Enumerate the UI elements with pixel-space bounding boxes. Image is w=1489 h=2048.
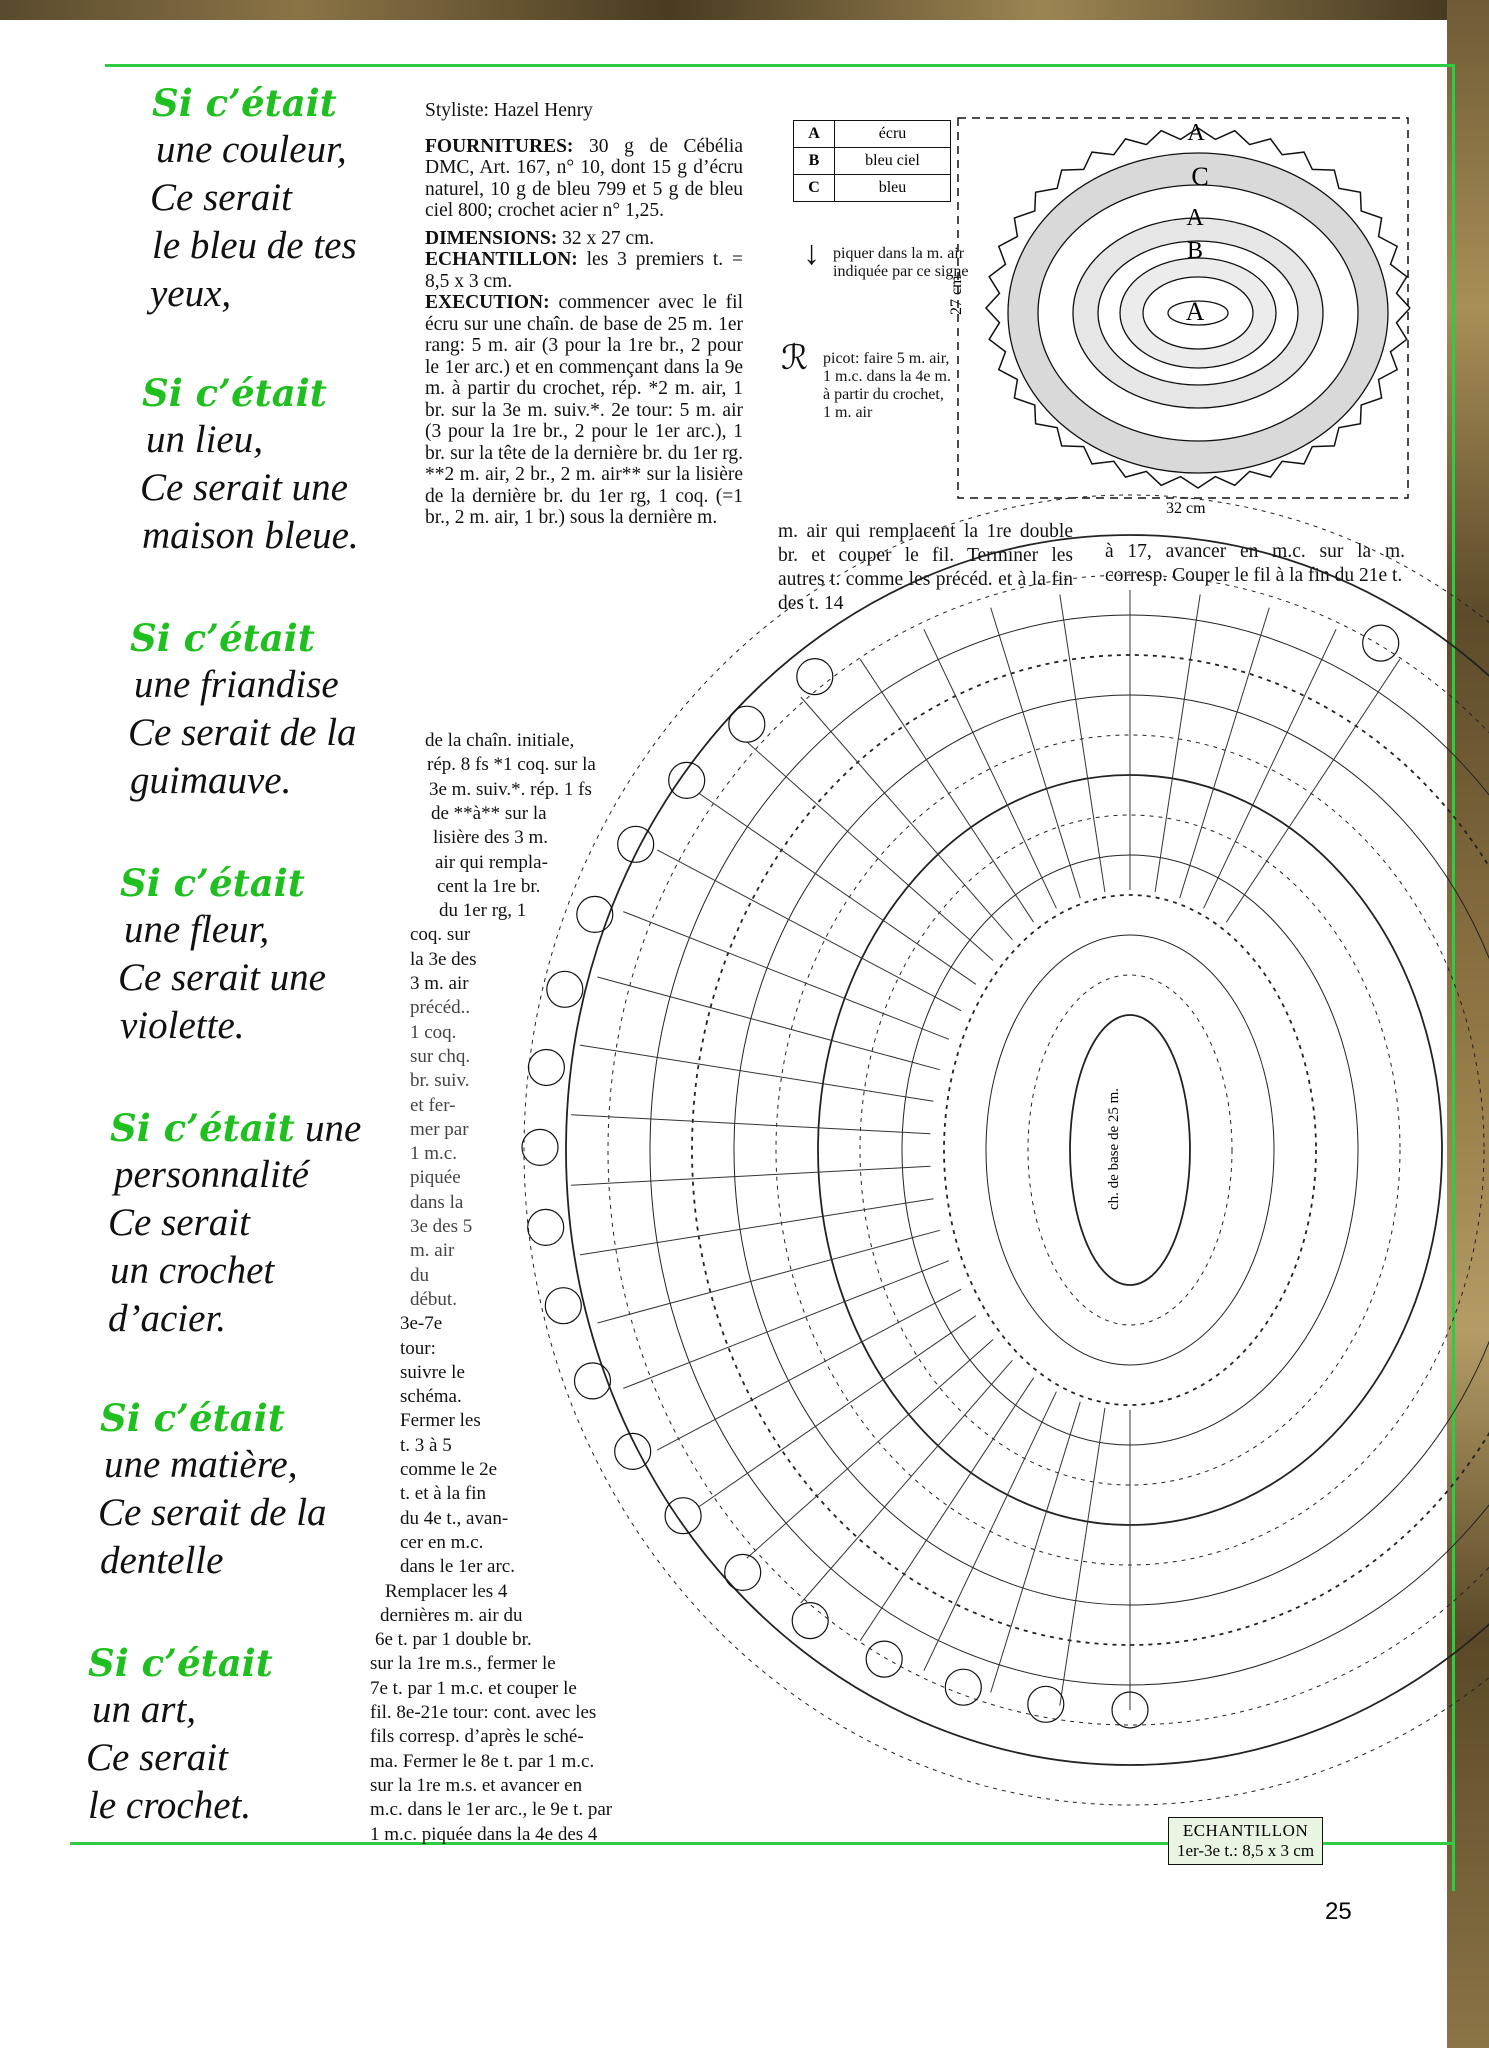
instruction-line: lisière des 3 m. — [433, 827, 549, 849]
instruction-line: m.c. dans le 1er arc., le 9e t. par — [370, 1799, 613, 1821]
instruction-line: suivre le — [400, 1361, 465, 1383]
instruction-line: Fermer les — [400, 1410, 481, 1432]
instruction-line: fils corresp. d’après le sché- — [370, 1726, 584, 1748]
chart-stitch-line — [991, 608, 1081, 899]
fournitures-label: FOURNITURES: — [425, 135, 574, 157]
instruction-line: ma. Fermer le 8e t. par 1 m.c. — [370, 1750, 595, 1772]
chart-stitch-line — [571, 1115, 930, 1134]
stanza-line: Ce serait — [86, 1736, 228, 1779]
stanza-line: un art, — [92, 1688, 197, 1731]
dimensions-text: 32 x 27 cm. — [562, 227, 655, 249]
chart-round — [692, 655, 1489, 1645]
chart-stitch-line — [657, 850, 961, 1011]
stanza-heading: Si c’était — [88, 1641, 273, 1685]
chart-picot — [665, 1498, 701, 1534]
chart-picot — [792, 1603, 828, 1639]
chart-round — [860, 815, 1400, 1485]
chart-stitch-line — [1180, 608, 1270, 899]
chart-stitch-line — [1204, 629, 1337, 908]
legend-value: bleu — [835, 175, 951, 202]
echantillon-box-text: 1er-3e t.: 8,5 x 3 cm — [1177, 1841, 1315, 1860]
stanza-line: d’acier. — [108, 1297, 227, 1340]
chart-stitch-line — [657, 1289, 961, 1450]
instruction-line: coq. sur — [410, 924, 471, 946]
stanza-line: une friandise — [134, 663, 339, 706]
chart-picot — [725, 1554, 761, 1590]
instruction-line: sur la 1re m.s. et avancer en — [370, 1774, 583, 1796]
stanza-line: yeux, — [150, 272, 232, 315]
instruction-line: dernières m. air du — [380, 1604, 523, 1626]
instruction-line: du — [410, 1264, 429, 1286]
instruction-line: 7e t. par 1 m.c. et couper le — [370, 1677, 577, 1699]
stanza-heading: Si c’était — [152, 81, 337, 125]
instruction-line: br. suiv. — [410, 1070, 470, 1092]
stanza-heading: Si c’était — [100, 1396, 285, 1440]
stanza-line: guimauve. — [130, 759, 292, 802]
instruction-line: comme le 2e — [400, 1459, 498, 1480]
stanza-line: une couleur, — [156, 128, 347, 171]
chart-picot — [547, 971, 583, 1007]
instruction-line: t. et à la fin — [400, 1483, 486, 1505]
chart-stitch-line — [991, 1402, 1081, 1693]
instruction-line: début. — [410, 1288, 457, 1310]
chart-picot — [669, 762, 705, 798]
page-number: 25 — [1325, 1898, 1352, 1925]
echantillon-box — [1168, 1817, 1323, 1865]
chart-stitch-line — [623, 1261, 949, 1389]
chart-stitch-line — [1060, 594, 1105, 892]
chart-round — [566, 535, 1489, 1765]
chart-picot — [577, 896, 613, 932]
chart-picot — [528, 1050, 564, 1086]
ring-label-0: A — [1187, 120, 1205, 146]
execution-label: EXECUTION: — [425, 292, 550, 313]
chart-stitch-line — [1060, 1408, 1105, 1706]
chart-picot — [945, 1669, 981, 1705]
legend-value: bleu ciel — [835, 148, 951, 175]
chart-picot — [729, 706, 765, 742]
chart-round — [1028, 975, 1232, 1325]
stylist: Styliste: Hazel Henry — [425, 100, 593, 121]
chart-picot — [528, 1209, 564, 1245]
chart-picot — [1028, 1686, 1064, 1722]
ring-label-4: A — [1185, 297, 1205, 326]
stanza-line: Ce serait de la — [98, 1491, 327, 1534]
stanza-line: Ce serait une — [118, 956, 326, 999]
instruction-line: et fer- — [410, 1094, 456, 1116]
instruction-line: de **à** sur la — [431, 802, 547, 824]
chart-picot — [797, 659, 833, 695]
chart-round — [944, 895, 1316, 1405]
stanza-heading-tail: une — [305, 1107, 362, 1150]
picot-text: picot: faire 5 m. air, 1 m.c. dans la 4e m. à partir du crochet, 1 m. air — [823, 350, 951, 421]
chart-picot — [618, 826, 654, 862]
height-dimension: 27 cm — [948, 275, 965, 315]
chart-picot — [575, 1363, 611, 1399]
instruction-line: du 4e t., avan- — [400, 1507, 509, 1529]
stanza-line: un crochet — [110, 1249, 275, 1292]
width-dimension: 32 cm — [1160, 500, 1212, 518]
legend-value: écru — [835, 121, 951, 148]
instruction-line: sur la 1re m.s., fermer le — [370, 1653, 556, 1675]
instruction-line: fil. 8e-21e tour: cont. avec les — [370, 1702, 597, 1723]
stanza-heading: Si c’était — [120, 861, 305, 905]
instruction-line: du 1er rg, 1 — [439, 900, 527, 922]
chart-round — [902, 855, 1358, 1445]
chart-stitch-line — [571, 1166, 930, 1185]
chart-round — [524, 495, 1489, 1805]
instruction-line: 3e des 5 — [410, 1216, 473, 1237]
stanza-line: une matière, — [104, 1443, 298, 1486]
stanza-line: violette. — [120, 1004, 245, 1047]
base-chain-label: ch. de base de 25 m. — [1106, 1087, 1122, 1210]
piquer-arrow-icon: ↓ — [803, 235, 820, 272]
instruction-line: 1 m.c. piquée dans la 4e des 4 — [370, 1823, 598, 1845]
stanza-heading: Si c’était — [110, 1106, 295, 1150]
stanza-line: personnalité — [114, 1153, 309, 1196]
instruction-line: 3 m. air — [410, 973, 469, 994]
legend-key: C — [794, 175, 835, 202]
instruction-line: tour: — [400, 1337, 436, 1359]
instruction-line: piquée — [410, 1167, 461, 1189]
chart-picot — [1363, 625, 1399, 661]
instruction-line: cent la 1re br. — [437, 875, 541, 897]
chart-stitch-line — [924, 1392, 1057, 1671]
instruction-line: 3e-7e — [400, 1313, 443, 1335]
instruction-line: de la chaîn. initiale, — [425, 730, 575, 751]
chart-stitch-line — [924, 629, 1057, 908]
stanza-line: Ce serait une — [140, 466, 348, 509]
stanza-line: maison bleue. — [142, 514, 359, 557]
instruction-line: rép. 8 fs *1 coq. sur la — [427, 754, 596, 776]
instruction-line: dans la — [410, 1191, 464, 1213]
ring-label-3: B — [1186, 238, 1204, 264]
stanza-line: dentelle — [100, 1539, 224, 1582]
stanza-line: Ce serait de la — [128, 711, 357, 754]
stanza-line: Ce serait — [150, 176, 292, 219]
chart-round — [1070, 1015, 1190, 1285]
stanza-line: le bleu de tes — [152, 224, 357, 267]
echantillon-label: ECHANTILLON: — [425, 249, 578, 270]
instruction-line: la 3e des — [410, 948, 477, 970]
instruction-line: 1 m.c. — [410, 1143, 457, 1165]
instructions-col3: à 17, avancer en m.c. sur la m. corresp. Couper le fil à la fin du 21e t. — [1105, 541, 1405, 586]
instructions-col2: m. air qui remplacent la 1re double br. et couper le fil. Terminer les autres t. comme les précéd. et à la fin des t. 14 — [778, 521, 1073, 614]
dimensions-label: DIMENSIONS: — [425, 227, 558, 249]
chart-picot — [545, 1288, 581, 1324]
stanza-line: un lieu, — [146, 418, 263, 461]
instruction-line: 1 coq. — [410, 1021, 457, 1043]
legend-key: B — [794, 148, 835, 175]
ring-label-2: A — [1186, 205, 1204, 231]
stanza-line: le crochet. — [88, 1784, 252, 1827]
instruction-line: précéd.. — [410, 997, 471, 1019]
echantillon-text: les 3 premiers t. = 8,5 x 3 cm. — [425, 249, 743, 292]
execution-text: commencer avec le fil écru sur une chaîn. de base de 25 m. 1er rang: 5 m. air (3 pour la 1re br., 2 pour le 1er arc.) et en commençant dans la 9e m. à partir du crochet, rép. *2 m. air, 1 br. sur la 3e m. suiv.*. 2e tour: 5 m. air (3 pour la 1re br., 2 pour le 1er arc.), 1 br. sur la tête de la dernière br. du 1er rg. **2 m. air, 2 br., 2 m. air** sur la lisière de la dernière br. du 1er rg, 1 coq. (=1 br., 2 m. air, 1 br.) sous la dernière m. — [425, 292, 743, 528]
instruction-line: mer par — [410, 1118, 469, 1140]
stanza-line: une fleur, — [124, 908, 270, 951]
chart-round — [608, 575, 1489, 1725]
stanza-line: Ce serait — [108, 1201, 250, 1244]
ring-label-1: C — [1191, 162, 1209, 191]
chart-stitch-line — [1155, 594, 1200, 892]
instruction-line: t. 3 à 5 — [400, 1434, 452, 1456]
stanza-heading: Si c’était — [130, 616, 315, 660]
chart-round — [986, 935, 1274, 1365]
instruction-line: 6e t. par 1 double br. — [375, 1629, 532, 1651]
chart-picot — [522, 1129, 558, 1165]
overview-schema — [958, 118, 1410, 498]
chart-picot — [866, 1641, 902, 1677]
instruction-line: 3e m. suiv.*. rép. 1 fs — [429, 778, 592, 800]
instruction-line: m. air — [410, 1240, 455, 1262]
instruction-line: sur chq. — [410, 1045, 471, 1067]
echantillon-box-title: ECHANTILLON — [1182, 1821, 1309, 1840]
piquer-text: piquer dans la m. air indiquée par ce signe — [833, 245, 969, 280]
instruction-line: schéma. — [400, 1386, 462, 1408]
instruction-line: air qui rempla- — [435, 851, 548, 873]
picot-icon: ℛ — [781, 340, 809, 377]
chart-stitch-line — [623, 912, 949, 1040]
stanza-heading: Si c’était — [142, 371, 327, 415]
fournitures-text: 30 g de Cébélia DMC, Art. 167, n° 10, dont 15 g d’écru naturel, 10 g de bleu 799 et 5 g de bleu ciel 800; crochet acier n° 1,25. — [425, 135, 744, 221]
instruction-line: Remplacer les 4 — [385, 1580, 508, 1602]
crochet-chart — [522, 495, 1489, 1805]
legend-key: A — [794, 121, 835, 148]
instruction-line: dans le 1er arc. — [400, 1556, 515, 1578]
instruction-line: cer en m.c. — [400, 1531, 484, 1553]
